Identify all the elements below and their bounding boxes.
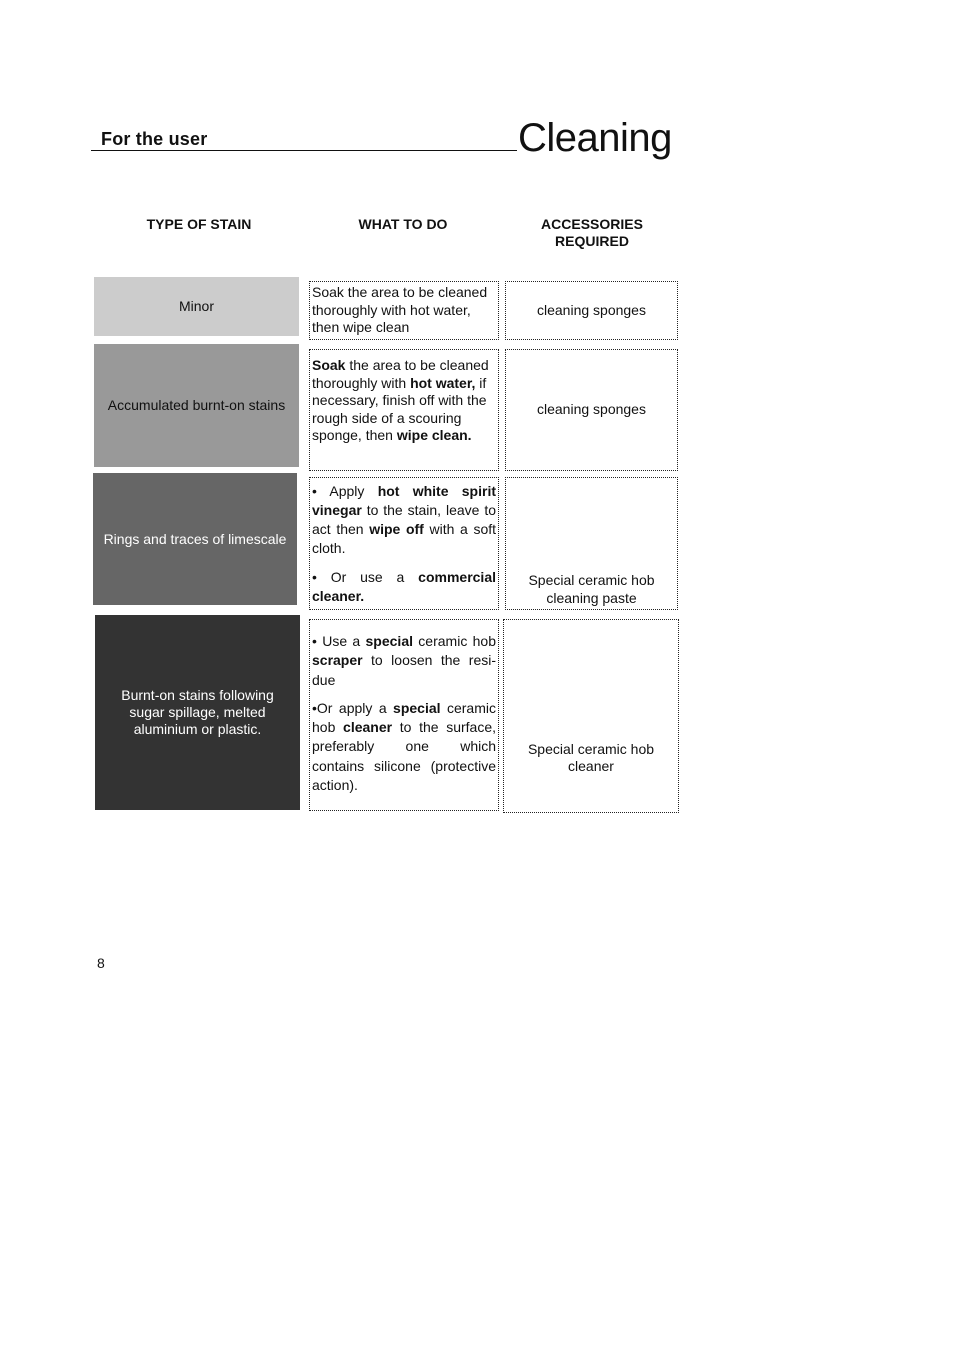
accessory-accumulated	[505, 349, 678, 471]
text-run: the area to be cleaned thoroughly with	[312, 357, 489, 391]
column-heading-what: WHAT TO DO	[358, 216, 448, 232]
emphasis: Soak	[312, 357, 346, 373]
column-heading-type: TYPE OF STAIN	[146, 216, 252, 232]
column-heading-accessories-line2: REQUIRED	[555, 233, 629, 249]
text-run: with a soft cloth.	[312, 521, 497, 556]
column-heading-accessories-line1: ACCESSORIES	[541, 216, 643, 232]
accessory-burnt-on	[503, 619, 679, 813]
bullet-icon: •	[312, 633, 317, 649]
emphasis: hot water,	[410, 374, 476, 391]
bullet-icon: •	[312, 699, 317, 716]
page-number: 8	[97, 955, 105, 971]
text-run: Or apply a	[316, 699, 394, 716]
bullet-icon: •	[312, 569, 317, 585]
accessory-text: cleaning sponges	[537, 401, 646, 418]
emphasis: scraper	[312, 652, 363, 669]
emphasis: special	[393, 699, 441, 716]
page-title: Cleaning	[518, 116, 672, 160]
emphasis: special	[365, 633, 413, 649]
stain-type-minor: Minor	[94, 277, 299, 336]
emphasis: commercial cleaner.	[312, 569, 496, 604]
column-heading-accessories	[492, 216, 692, 250]
what-to-do-burnt-on	[309, 619, 499, 811]
accessory-text: Special ceramic hob cleaner	[527, 740, 655, 774]
text-run: if necessary, finish off with the rough side of a scouring sponge, then	[312, 374, 487, 443]
text-run: ceramic hob	[312, 699, 496, 736]
accessory-minor	[505, 281, 678, 340]
bullet-icon: •	[312, 483, 317, 499]
accessory-limescale	[505, 477, 678, 610]
text-run: Apply	[316, 483, 378, 499]
what-to-do-limescale	[309, 477, 499, 610]
what-to-do-minor	[309, 281, 499, 340]
text-run: ceramic hob	[413, 633, 496, 649]
stain-type-burnt-on: Burnt-on stains following sugar spillage, melted aluminium or plastic.	[95, 615, 300, 810]
section-label: For the user	[101, 129, 208, 149]
what-to-do-accumulated	[309, 349, 499, 471]
text-run: Use a	[316, 633, 366, 649]
emphasis: wipe off	[369, 521, 424, 537]
text-run: to loosen the resi-due	[312, 652, 496, 688]
stain-type-accumulated: Accumulated burnt-on stains	[94, 344, 299, 467]
emphasis: cleaner	[343, 719, 393, 736]
stain-type-limescale: Rings and traces of limescale	[93, 473, 297, 605]
accessory-text: cleaning sponges	[537, 301, 646, 318]
text-run: to the surface, preferably one which contains silicone (protective action).	[312, 719, 497, 794]
accessory-text: Special ceramic hob cleaning paste	[528, 572, 655, 606]
header-rule	[91, 150, 517, 151]
emphasis: hot white spirit vinegar	[312, 483, 496, 518]
text-run: to the stain, leave to act then	[312, 502, 496, 537]
emphasis: wipe clean.	[396, 427, 472, 443]
text-run: Or use a	[316, 569, 419, 585]
what-to-do-text: Soak the area to be cleaned thoroughly with hot water, then wipe clean	[312, 284, 488, 335]
